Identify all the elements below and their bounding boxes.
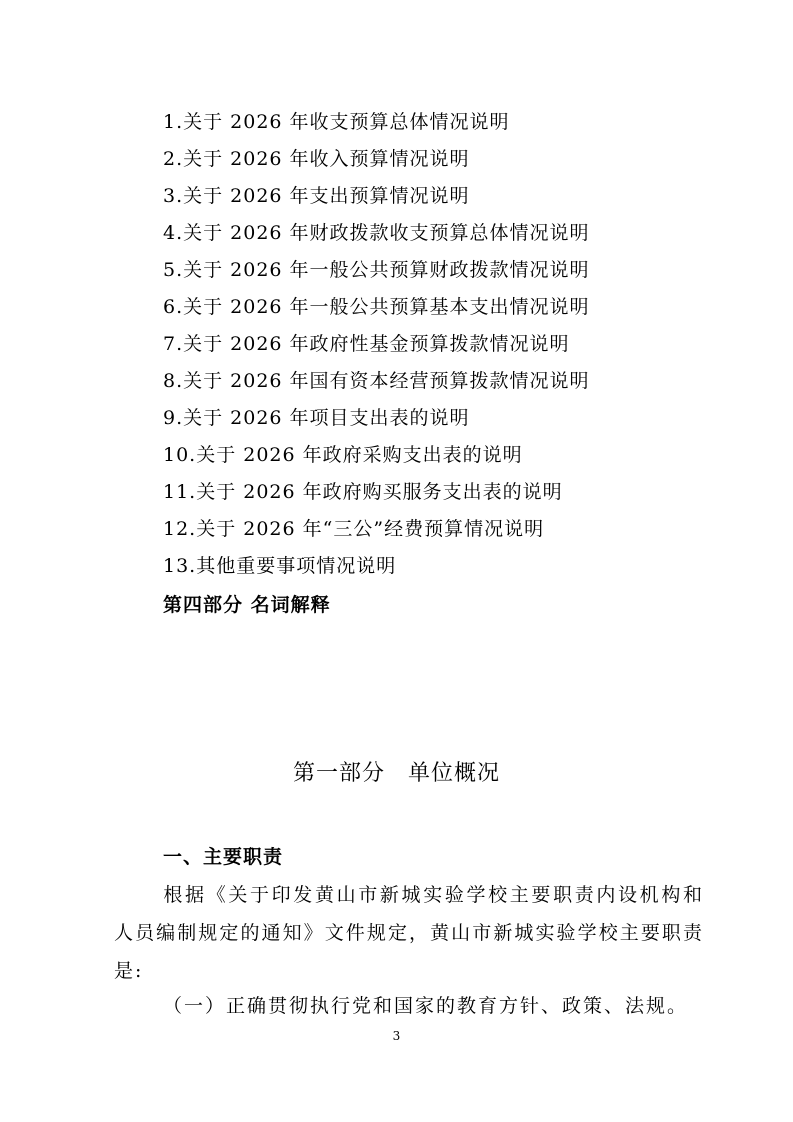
duties-paragraph: 根据《关于印发黄山市新城实验学校主要职责内设机构和人员编制规定的通知》文件规定，黄山市新城实验学校主要职责是:: [114, 884, 704, 982]
part4-heading: 第四部分 名词解释: [163, 594, 331, 616]
toc-item: 13.其他重要事项情况说明: [163, 555, 397, 577]
toc-item: 2.关于 2026 年收入预算情况说明: [163, 148, 470, 170]
page-number: 3: [392, 1029, 401, 1043]
toc-item: 4.关于 2026 年财政拨款收支预算总体情况说明: [163, 222, 590, 244]
toc-item: 7.关于 2026 年政府性基金预算拨款情况说明: [163, 333, 570, 355]
duty-item-1: （一）正确贯彻执行党和国家的教育方针、政策、法规。: [163, 995, 689, 1017]
section-title: 第一部分 单位概况: [292, 761, 500, 786]
main-duties-heading: 一、主要职责: [163, 846, 284, 868]
toc-item: 10.关于 2026 年政府采购支出表的说明: [163, 444, 523, 466]
toc-item: 11.关于 2026 年政府购买服务支出表的说明: [163, 481, 563, 503]
toc-list: [163, 104, 590, 585]
toc-item: 1.关于 2026 年收支预算总体情况说明: [163, 111, 510, 133]
toc-item: 12.关于 2026 年“三公”经费预算情况说明: [163, 518, 545, 540]
toc-item: 3.关于 2026 年支出预算情况说明: [163, 185, 470, 207]
toc-item: 6.关于 2026 年一般公共预算基本支出情况说明: [163, 296, 590, 318]
toc-item: 8.关于 2026 年国有资本经营预算拨款情况说明: [163, 370, 590, 392]
toc-item: 5.关于 2026 年一般公共预算财政拨款情况说明: [163, 259, 590, 281]
toc-item: 9.关于 2026 年项目支出表的说明: [163, 407, 470, 429]
